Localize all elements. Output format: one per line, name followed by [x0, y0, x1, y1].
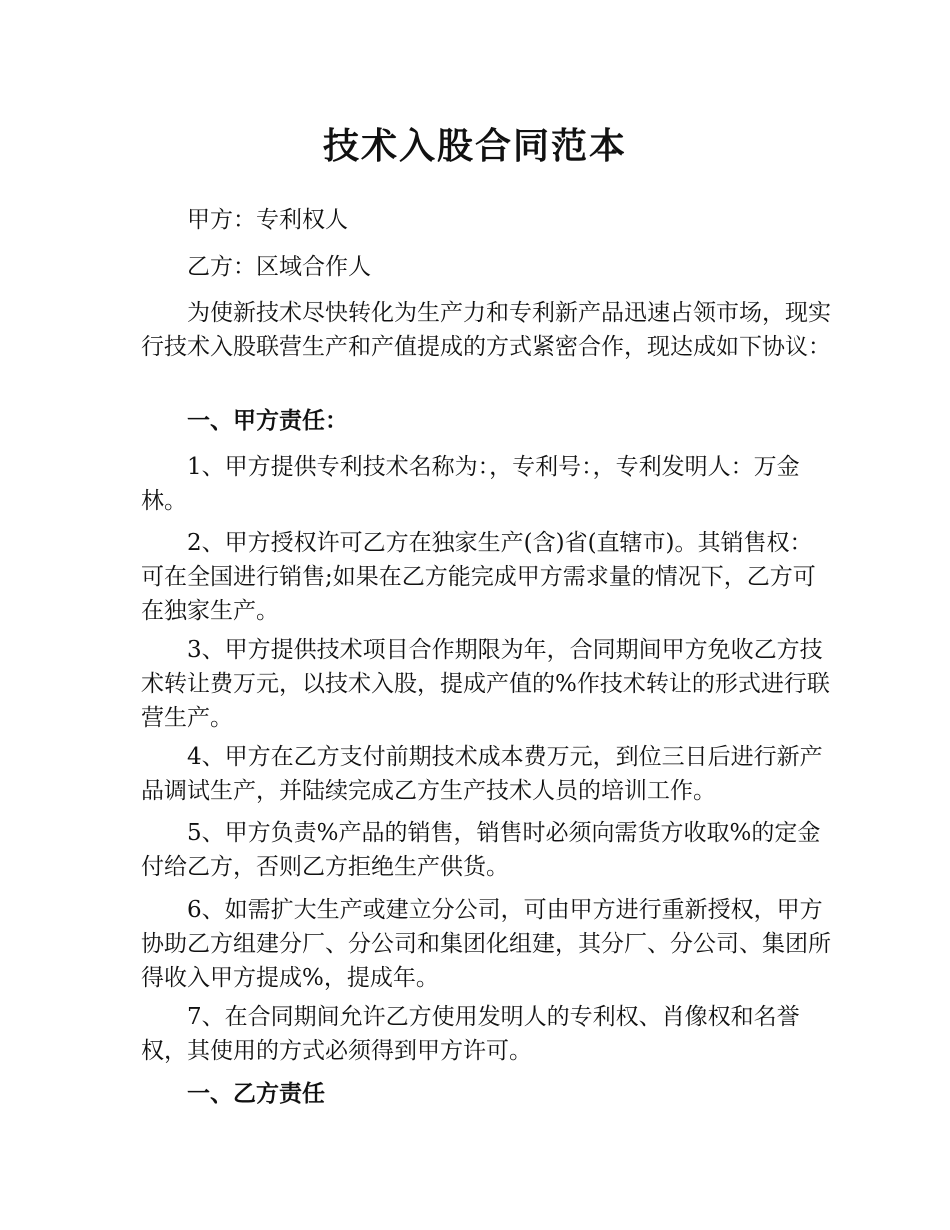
clause-6: 6、如需扩大生产或建立分公司，可由甲方进行重新授权，甲方协助乙方组建分厂、分公司和集团化组建，其分厂、分公司、集团所得收入甲方提成%，提成年。 — [141, 897, 831, 991]
clause-3: 3、甲方提供技术项目合作期限为年，合同期间甲方免收乙方技术转让费万元，以技术入股，提成产值的%作技术转让的形式进行联营生产。 — [141, 637, 830, 731]
clause-1: 1、甲方提供专利技术名称为：，专利号：，专利发明人：万金林。 — [141, 454, 800, 514]
clause-2: 2、甲方授权许可乙方在独家生产(含)省(直辖市)。其销售权：可在全国进行销售;如果在乙方能完成甲方需求量的情况下，乙方可在独家生产。 — [141, 530, 816, 624]
section-heading-party-a: 一、甲方责任： — [187, 408, 348, 434]
section-heading-party-b: 一、乙方责任 — [187, 1081, 325, 1107]
clause-5: 5、甲方负责%产品的销售，销售时必须向需货方收取%的定金付给乙方，否则乙方拒绝生产供货。 — [141, 820, 821, 880]
party-b-line: 乙方：区域合作人 — [187, 254, 371, 280]
party-a-line: 甲方：专利权人 — [187, 207, 348, 233]
clause-7: 7、在合同期间允许乙方使用发明人的专利权、肖像权和名誉权，其使用的方式必须得到甲方许可。 — [141, 1004, 800, 1064]
clause-4: 4、甲方在乙方支付前期技术成本费万元，到位三日后进行新产品调试生产，并陆续完成乙方生产技术人员的培训工作。 — [141, 744, 823, 804]
intro-paragraph: 为使新技术尽快转化为生产力和专利新产品迅速占领市场，现实行技术入股联营生产和产值提成的方式紧密合作，现达成如下协议： — [141, 300, 831, 360]
document-title: 技术入股合同范本 — [322, 126, 627, 167]
